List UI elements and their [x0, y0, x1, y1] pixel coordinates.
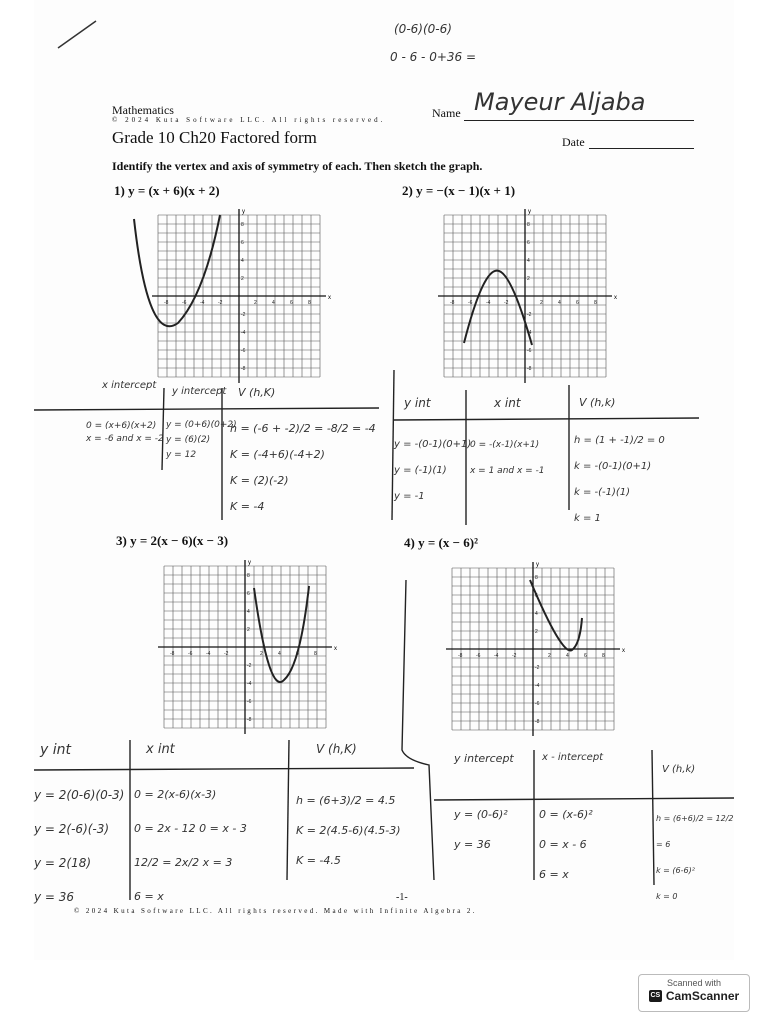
p4-col1: [454, 800, 508, 860]
tick-label: -8: [247, 717, 252, 723]
tick-label: -2: [247, 663, 252, 669]
tick-label: 4: [247, 609, 250, 615]
p1-c2-line: y = (6)(2): [166, 435, 211, 445]
worksheet-page: [34, 0, 734, 960]
tick-label: 8: [241, 222, 244, 228]
tick-label: 4: [278, 651, 281, 657]
tick-label: -2: [512, 653, 517, 659]
header-copyright: © 2024 Kuta Software LLC. All rights reserved.: [112, 116, 386, 124]
p4-header-vertex: V (h,k): [662, 764, 696, 775]
problem-3-number: 3): [116, 533, 127, 548]
p4-c3-line: k = (6-6)²: [656, 866, 695, 875]
tick-label: -8: [458, 653, 463, 659]
p4-c1-line: y = (0-6)²: [454, 808, 508, 821]
p3-c1-line: y = 2(-6)(-3): [34, 822, 110, 836]
name-underline: [464, 120, 694, 121]
p1-c2-line: y = 12: [166, 450, 197, 460]
scribble-top-1: (0-6)(0-6): [394, 22, 452, 36]
tick-label: -8: [450, 300, 455, 306]
tick-label: 4: [566, 653, 569, 659]
tick-label: -4: [486, 300, 491, 306]
p3-header-x-int: x int: [146, 742, 175, 757]
p2-col3: [574, 428, 665, 532]
tick-label: 2: [260, 651, 263, 657]
p4-c1-line: y = 36: [454, 838, 491, 851]
p2-header-y-int: y int: [404, 396, 431, 410]
p2-c2-line: 0 = -(x-1)(x+1): [470, 440, 540, 450]
watermark-line1: Scanned with: [666, 978, 722, 988]
name-label: Name: [432, 106, 461, 120]
tick-label: -2: [218, 300, 223, 306]
tick-label: 8: [602, 653, 605, 659]
tick-label: -6: [468, 300, 473, 306]
p4-col3: [656, 806, 734, 910]
tick-label: -6: [535, 701, 540, 707]
camscanner-watermark: [638, 974, 750, 1012]
watermark-line2: CamScanner: [665, 989, 740, 1003]
tick-label: 8: [535, 575, 538, 581]
tick-label: 6: [584, 653, 587, 659]
p4-c2-line: 0 = (x-6)²: [539, 808, 593, 821]
tick-label: -8: [170, 651, 175, 657]
svg-text:x: x: [334, 646, 337, 652]
svg-text:y: y: [242, 209, 245, 215]
tick-label: -8: [527, 366, 532, 372]
p4-header-y-int: y intercept: [454, 752, 514, 765]
tick-label: 6: [241, 240, 244, 246]
tick-label: 6: [247, 591, 250, 597]
p1-header-vertex: V (h,K): [238, 386, 276, 399]
tick-label: -4: [527, 330, 532, 336]
svg-text:y: y: [248, 560, 251, 566]
svg-text:x: x: [614, 295, 617, 301]
p2-c1-line: y = -(0-1)(0+1): [394, 439, 472, 450]
tick-label: -4: [247, 681, 252, 687]
p2-header-vertex: V (h,k): [579, 396, 616, 409]
p2-c2-line: x = 1 and x = -1: [470, 466, 545, 476]
svg-text:y: y: [536, 562, 539, 568]
tick-label: -4: [206, 651, 211, 657]
date-underline: [589, 148, 694, 149]
problem-1-equation: y = (x + 6)(x + 2): [128, 183, 220, 198]
problem-2-equation: y = −(x − 1)(x + 1): [416, 183, 516, 198]
tick-label: -6: [247, 699, 252, 705]
p2-c3-line: k = -(0-1)(0+1): [574, 461, 652, 472]
tick-label: -6: [188, 651, 193, 657]
subject-label: Mathematics: [112, 103, 174, 117]
p2-c1-line: y = (-1)(1): [394, 465, 447, 476]
tick-label: 4: [241, 258, 244, 264]
p3-c1-line: y = 2(18): [34, 856, 92, 870]
tick-label: 4: [272, 300, 275, 306]
p2-c3-line: k = 1: [574, 513, 601, 524]
name-signature: Mayeur Aljaba: [474, 88, 646, 116]
p1-col3: [230, 416, 376, 520]
p1-c3-line: K = (2)(-2): [230, 474, 289, 487]
date-label: Date: [562, 135, 585, 149]
problem-3-equation: y = 2(x − 6)(x − 3): [130, 533, 229, 548]
p4-header-x-int: x - intercept: [542, 752, 604, 763]
p1-c1-line: x = -6 and x = -2: [86, 434, 164, 444]
tick-label: 2: [548, 653, 551, 659]
tick-label: -2: [527, 312, 532, 318]
p4-c2-line: 0 = x - 6: [539, 838, 587, 851]
p3-c3-line: K = -4.5: [296, 854, 341, 867]
tick-label: -2: [224, 651, 229, 657]
tick-label: -6: [241, 348, 246, 354]
tick-label: -8: [241, 366, 246, 372]
p3-c1-line: y = 36: [34, 890, 75, 904]
tick-label: -2: [504, 300, 509, 306]
tick-label: -8: [164, 300, 169, 306]
tick-label: -2: [535, 665, 540, 671]
tick-label: 2: [540, 300, 543, 306]
tick-label: 2: [535, 629, 538, 635]
pencil-stroke: [56, 18, 106, 58]
p2-col2: [470, 432, 545, 484]
tick-label: -4: [494, 653, 499, 659]
tick-label: -6: [182, 300, 187, 306]
p2-c3-line: h = (1 + -1)/2 = 0: [574, 435, 665, 446]
p1-col1: [86, 420, 166, 446]
p3-c2-line: 0 = 2x - 12 0 = x - 3: [134, 822, 247, 835]
p4-c3-line: h = (6+6)/2 = 12/2 = 6: [656, 814, 734, 849]
tick-label: -2: [241, 312, 246, 318]
svg-text:x: x: [328, 295, 331, 301]
problem-4-number: 4): [404, 535, 415, 550]
p3-col2: [134, 778, 247, 914]
tick-label: -8: [535, 719, 540, 725]
camscanner-logo-icon: CS: [649, 990, 662, 1002]
problem-1-number: 1): [114, 183, 125, 198]
tick-label: 2: [247, 627, 250, 633]
p1-header-y-int: y intercept: [172, 386, 227, 397]
p1-c3-line: K = (-4+6)(-4+2): [230, 448, 325, 461]
p2-c1-line: y = -1: [394, 491, 425, 502]
p3-col1: [34, 778, 124, 914]
graph-1: [118, 205, 331, 385]
p3-header-y-int: y int: [40, 742, 71, 758]
p3-header-vertex: V (h,K): [316, 742, 357, 756]
tick-label: 6: [527, 240, 530, 246]
p1-c1-line: 0 = (x+6)(x+2): [86, 421, 157, 431]
p3-c1-line: y = 2(0-6)(0-3): [34, 788, 125, 802]
problem-1-label: [114, 183, 220, 199]
tick-label: -6: [476, 653, 481, 659]
tick-label: 8: [308, 300, 311, 306]
p3-c2-line: 0 = 2(x-6)(x-3): [134, 788, 217, 801]
p2-header-x-int: x int: [494, 396, 521, 410]
p1-c3-line: K = -4: [230, 500, 265, 513]
tick-label: -4: [535, 683, 540, 689]
tick-label: 4: [535, 611, 538, 617]
tick-label: -4: [241, 330, 246, 336]
p3-c3-line: h = (6+3)/2 = 4.5: [296, 794, 396, 807]
p3-c2-line: 6 = x: [134, 890, 164, 903]
p2-col1: [394, 432, 471, 510]
tick-label: -4: [200, 300, 205, 306]
problem-2-number: 2): [402, 183, 413, 198]
tick-label: 4: [527, 258, 530, 264]
tick-label: 6: [535, 593, 538, 599]
p4-c3-line: k = 0: [656, 892, 678, 901]
tick-label: 8: [314, 651, 317, 657]
tick-label: 2: [527, 276, 530, 282]
p1-header-x-int: x intercept: [102, 380, 157, 391]
instructions: Identify the vertex and axis of symmetry of each. Then sketch the graph.: [112, 159, 483, 173]
page-title: Grade 10 Ch20 Factored form: [112, 128, 317, 147]
tick-label: 2: [254, 300, 257, 306]
problem-4-equation: y = (x − 6)²: [418, 535, 478, 550]
p3-c2-line: 12/2 = 2x/2 x = 3: [134, 856, 233, 869]
p4-c2-line: 6 = x: [539, 868, 569, 881]
tick-label: 6: [576, 300, 579, 306]
p1-c3-line: h = (-6 + -2)/2 = -8/2 = -4: [230, 422, 376, 435]
p1-c2-line: y = (0+6)(0+2): [166, 420, 237, 430]
tick-label: 8: [594, 300, 597, 306]
svg-text:x: x: [622, 648, 625, 654]
tick-label: 8: [527, 222, 530, 228]
p2-c3-line: k = -(-1)(1): [574, 487, 631, 498]
p3-c3-line: K = 2(4.5-6)(4.5-3): [296, 824, 401, 837]
p4-col2: [539, 800, 593, 890]
tick-label: 6: [290, 300, 293, 306]
tick-label: 2: [241, 276, 244, 282]
page-number: -1-: [396, 892, 408, 903]
p3-col3: [296, 786, 401, 876]
svg-text:y: y: [528, 209, 531, 215]
tick-label: 6: [296, 651, 299, 657]
scribble-top-2: 0 - 6 - 0+36 =: [390, 50, 477, 64]
footer-copyright: © 2024 Kuta Software LLC. All rights reserved. Made with Infinite Algebra 2.: [74, 907, 477, 915]
tick-label: -6: [527, 348, 532, 354]
tick-label: 8: [247, 573, 250, 579]
p1-col2: [166, 418, 237, 463]
sketched-parabola: [134, 215, 220, 326]
problem-2-label: [402, 183, 515, 199]
graph-2: [404, 205, 617, 372]
tick-label: 4: [558, 300, 561, 306]
